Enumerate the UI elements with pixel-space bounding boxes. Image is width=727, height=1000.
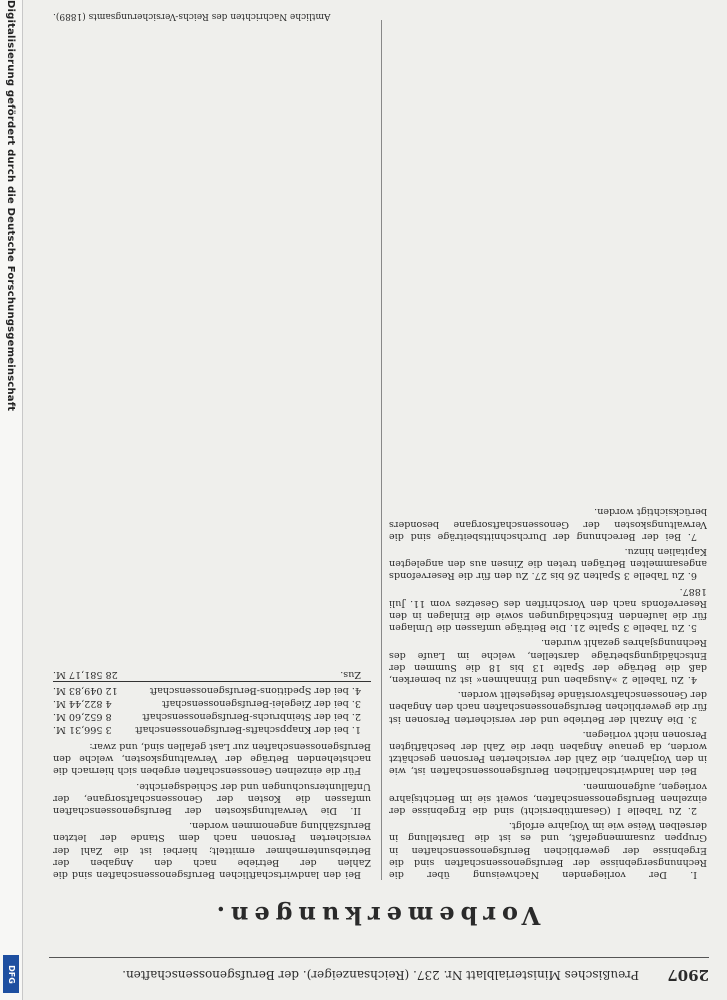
row-label: 1. bei der Knappschafts-Berufsgenossenschaft bbox=[135, 723, 361, 735]
paragraph: Bei den landwirtschaftlichen Berufsgenossenschaften ist, wie in den Vorjahren, die Zahl der versicherten Personen geschätzt worden, da genaue Angaben über die Zahl der beschäftigten Personen nicht vorliegen. bbox=[389, 728, 707, 777]
paragraph: 7. Bei der Berechnung der Durchschnittsbeiträge sind die Verwaltungskosten der Genossenschaftsorgane besonders berücksichtigt worden. bbox=[389, 506, 707, 542]
column-divider bbox=[381, 20, 382, 880]
total-label: Zus. bbox=[340, 668, 361, 680]
row-value: 4 822,44 M. bbox=[53, 697, 112, 709]
digitization-banner bbox=[0, 0, 23, 1000]
row-value: 3 566,31 M. bbox=[53, 723, 112, 735]
paragraph: 5. Zu Tabelle 3 Spalte 21. Die Beiträge umfassen die Umlagen für die laufenden Entschädigungen sowie die Einlagen in den Reservefonds nach den Vorschriften des Gesetzes vom 11. Juli 1887. bbox=[389, 585, 707, 634]
row-value: 8 652,60 M. bbox=[53, 710, 112, 722]
banner-label: Digitalisierung gefördert durch die Deutsche Forschungsgemeinschaft bbox=[5, 0, 16, 412]
page-header bbox=[49, 962, 709, 988]
paragraph: 2. Zu Tabelle I (Gesamtübersicht) sind die Ergebnisse der einzelnen Berufsgenossenschaften, soweit sie im Berichtsjahre vorliegen, aufgenommen. bbox=[389, 780, 707, 816]
row-value: 12 049,83 M. bbox=[53, 684, 118, 696]
right-footer: Amtliche Nachrichten des Reichs-Versicherungsamts (1889). bbox=[53, 11, 331, 22]
paragraph: 3. Die Anzahl der Betriebe und der versicherten Personen ist für die gewerblichen Berufsgenossenschaften nach den Angaben der Genossenschaftsvorstände festgestellt worden. bbox=[389, 689, 707, 725]
paragraph: Für die einzelnen Genossenschaften ergeben sich hiernach die nachstehenden Beträge der Verwaltungskosten, welche den Berufsgenossenschaften zur Last gefallen sind, und zwar: bbox=[53, 740, 371, 777]
row-label: 4. bei der Speditions-Berufsgenossenschaft bbox=[149, 684, 361, 696]
table-total-row bbox=[53, 668, 371, 682]
table-row bbox=[53, 684, 371, 697]
table-row bbox=[53, 697, 371, 710]
paragraph: 6. Zu Tabelle 3 Spalten 26 bis 27. Zu den für die Reservefonds angesammelten Beträgen treten die Zinsen aus den angelegten Kapitalien hinzu. bbox=[389, 545, 707, 582]
page-number: 2907 bbox=[667, 966, 709, 984]
row-label: 3. bei der Ziegelei-Berufsgenossenschaft bbox=[162, 697, 361, 709]
document-sheet bbox=[24, 0, 727, 1000]
dfg-logo-icon: DFG bbox=[3, 955, 19, 993]
running-head: Preußisches Ministerialblatt Nr. 237. (Reichsanzeiger). der Berufsgenossenschaften. bbox=[122, 968, 639, 982]
left-column bbox=[389, 10, 707, 880]
header-rule bbox=[49, 957, 709, 958]
page-title: Vorbemerkungen. bbox=[210, 901, 541, 930]
total-value: 28 581,17 M. bbox=[53, 668, 118, 680]
paragraph: II. Die Verwaltungskosten der Berufsgenossenschaften umfassen die Kosten der Genossenschaftsorgane, der Unfalluntersuchungen und der Schiedsgerichte. bbox=[53, 780, 371, 816]
right-column-text bbox=[53, 740, 371, 880]
right-column bbox=[53, 10, 371, 880]
table-row bbox=[53, 710, 371, 723]
paragraph: Bei den landwirtschaftlichen Berufsgenossenschaften sind die Zahlen der Betriebe nach den Angaben der Betriebsunternehmer ermittelt; hierbei ist die Zahl der versicherten Personen nach dem Stande der letzten Berufszählung angenommen worden. bbox=[53, 820, 371, 880]
cost-table bbox=[53, 668, 371, 736]
paragraph: 4. Zu Tabelle 2 »Ausgaben und Einnahmen« ist zu bemerken, daß die Beträge der Spalte 13 bis 18 die Summen der Entschädigungsbeträge darstellen, welche im Laufe des Rechnungsjahres gezahlt wurden. bbox=[389, 637, 707, 685]
table-row bbox=[53, 723, 371, 736]
row-label: 2. bei der Steinbruchs-Berufsgenossenschaft bbox=[142, 710, 361, 722]
paragraph: I. Der vorliegenden Nachweisung über die Rechnungsergebnisse der Berufsgenossenschaften sind die Ergebnisse der gewerblichen Berufsgenossenschaften in Gruppen zusammengefaßt, und es ist die Darstellung in derselben Weise wie im Vorjahre erfolgt. bbox=[389, 820, 707, 880]
